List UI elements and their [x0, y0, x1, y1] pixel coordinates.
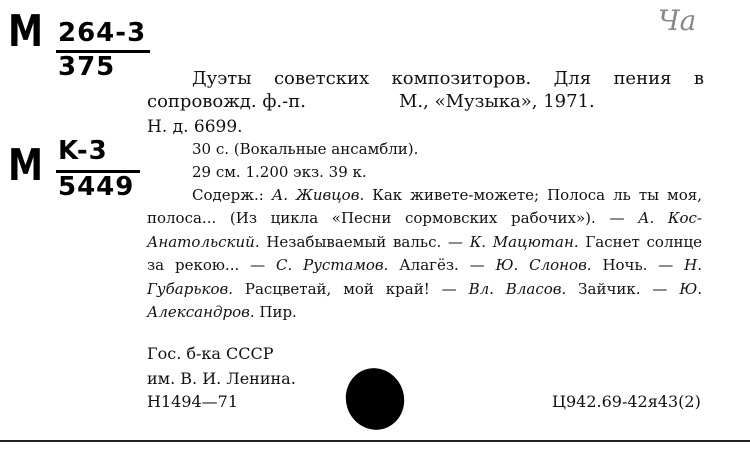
title-word: пения [613, 68, 672, 89]
composer-name: А. Живцов. [271, 186, 365, 204]
title-word: Для [553, 68, 592, 89]
corner-note: Ча [658, 4, 697, 37]
composer-name: Н. Губарьков. [147, 256, 703, 298]
scan-edge [0, 440, 750, 442]
contents-text: Пир. [254, 303, 297, 322]
shelfmark-2-top: K-3 [58, 136, 108, 166]
title-word: в [693, 68, 704, 89]
composer-name: Ю. Слонов. [495, 256, 592, 275]
contents-text: Алагёз. — [388, 256, 496, 275]
title-word: Дуэты [192, 68, 252, 89]
contents-text: Ночь. — [591, 256, 685, 275]
composer-name: С. Рустамов. [275, 256, 389, 275]
composer-name: К. Мацютан. [469, 232, 579, 251]
title-continuation-line [147, 91, 595, 112]
accompaniment-note: сопровожд. ф.-п. [147, 91, 306, 112]
contents-text: Содерж.: [192, 186, 272, 204]
title-word: композиторов. [391, 68, 532, 89]
title-word: советских [273, 68, 370, 89]
library-card-number: Н1494—71 [147, 392, 239, 411]
composer-name: Вл. Власов. [468, 279, 567, 298]
pages-series: 30 с. (Вокальные ансамбли). [192, 140, 419, 158]
contents-text: Гаснет солнце за рекою... — [147, 232, 702, 275]
card-title-line [192, 69, 704, 89]
contents-text: Незабываемый вальс. — [259, 232, 470, 251]
contents-text: Зайчик. — [566, 279, 680, 298]
contents-text: Как живете-можете; Полоса ль ты моя, полоса... (Из цикла «Песни сормовских рабочих»). — [147, 186, 702, 228]
library-line-2: им. В. И. Ленина. [147, 369, 296, 388]
publication-info: М., «Музыка», 1971. [399, 91, 595, 112]
shelfmark-letter-1: M [8, 6, 44, 57]
contents-text: Расцветай, мой край! — [233, 279, 469, 298]
classification-mark: Ц942.69-42я43(2) [552, 392, 701, 411]
publisher-number: Н. д. 6699. [147, 117, 243, 137]
shelfmark-2-bottom: 5449 [58, 172, 135, 202]
composer-name: Ю. Александров. [147, 279, 702, 322]
shelfmark-1-top: 264-3 [58, 18, 147, 48]
size-print-run-price: 29 см. 1.200 экз. 39 к. [192, 163, 367, 181]
punch-hole [338, 361, 412, 438]
shelfmark-letter-2: M [8, 140, 44, 191]
library-line-1: Гос. б-ка СССР [147, 344, 274, 363]
contents-note [147, 184, 702, 324]
shelfmark-1-bottom: 375 [58, 52, 116, 82]
composer-name: А. Кос-Анатольский. [147, 209, 702, 251]
